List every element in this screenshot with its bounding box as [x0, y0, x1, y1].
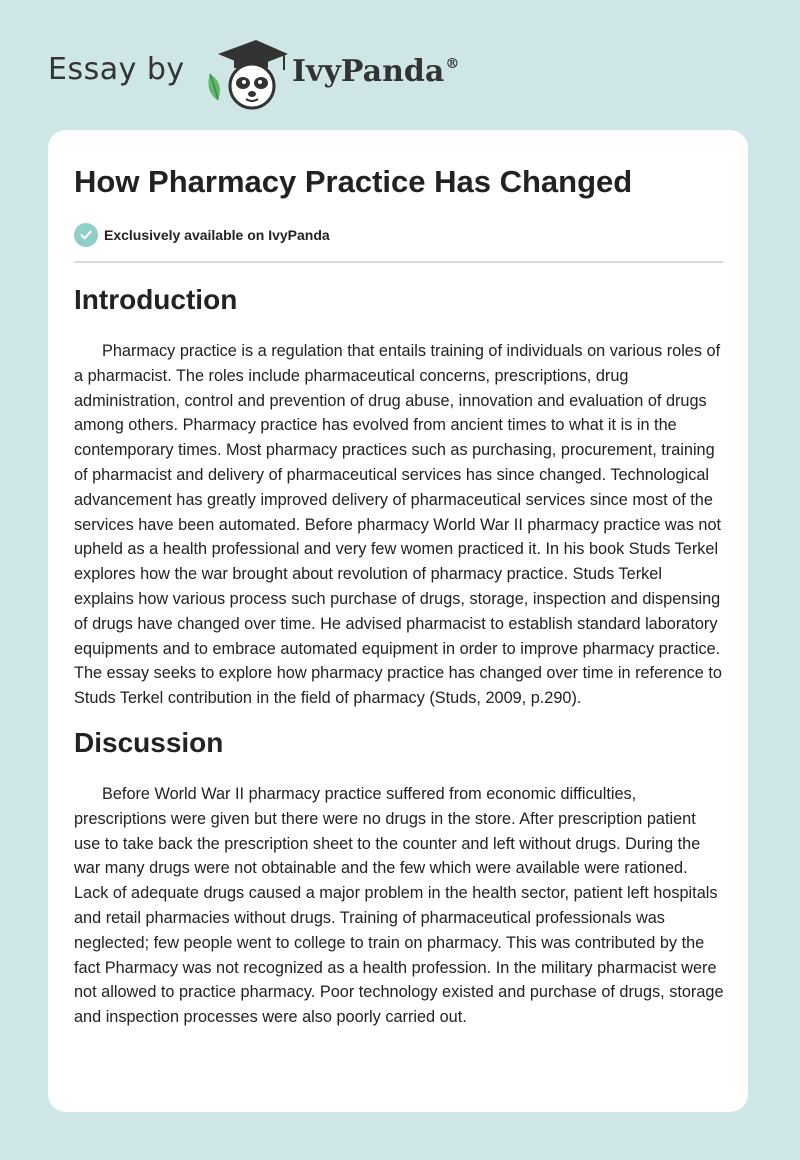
- registered-mark: ®: [445, 56, 460, 72]
- section-heading-discussion: Discussion: [74, 726, 224, 758]
- brand-logo-text[interactable]: [292, 54, 459, 89]
- essay-body: [74, 280, 724, 1030]
- exclusive-badge: [74, 222, 330, 248]
- paragraph-discussion: Before World War II pharmacy practice suffered from economic difficulties, prescriptions were given but there were no drugs in the store. After prescription patient use to take back the prescription sheet to the counter and left without drugs. During the war many drugs were not obtainable and the few which were available were rationed. Lack of adequate drugs caused a major problem in the health sector, patient left hospitals and retail pharmacies without drugs. Training of pharmaceutical professionals was neglected; few people went to college to train on pharmacy. This was contributed by the fact Pharmacy was not recognized as a health profession. In the military pharmacist were not allowed to practice pharmacy. Poor technology existed and purchase of drugs, storage and inspection processes were also poorly carried out.: [74, 784, 724, 1027]
- panda-logo-icon[interactable]: [204, 34, 288, 110]
- section-heading-introduction: Introduction: [74, 284, 238, 315]
- check-icon: [74, 223, 98, 247]
- paragraph-introduction: Pharmacy practice is a regulation that entails training of individuals on various roles of a pharmacist. The roles include pharmaceutical concerns, prescriptions, drug administration, control and prevention of drug abuse, innovation and evaluation of drugs among others. Pharmacy practice has evolved from ancient times to what it is in the contemporary times. Most pharmacy practices such as purchasing, procurement, training of pharmacist and delivery of pharmaceutical services has since changed. Technological advancement has greatly improved delivery of pharmaceutical services since most of the services have been automated. Before pharmacy World War II pharmacy practice was not upheld as a health professional and very few women practiced it. In his book Studs Terkel explores how the war brought about revolution of pharmacy practice. Studs Terkel explains how various process such purchase of drugs, storage, inspection and dispensing of drugs have changed over time. He advised pharmacist to establish standard laboratory equipments and to embrace automated equipment in order to improve pharmacy practice. The essay seeks to explore how pharmacy practice has changed over time in reference to Studs Terkel contribution in the field of pharmacy (Studs, 2009, p.290).: [74, 342, 722, 708]
- brand-name: IvyPanda: [292, 54, 445, 89]
- title-divider: [74, 261, 723, 263]
- essay-title: How Pharmacy Practice Has Changed: [74, 164, 633, 199]
- site-header: [48, 34, 748, 114]
- essay-card: [48, 130, 748, 1112]
- essay-by-label: Essay by: [48, 52, 185, 87]
- exclusive-badge-text: Exclusively available on IvyPanda: [104, 227, 330, 243]
